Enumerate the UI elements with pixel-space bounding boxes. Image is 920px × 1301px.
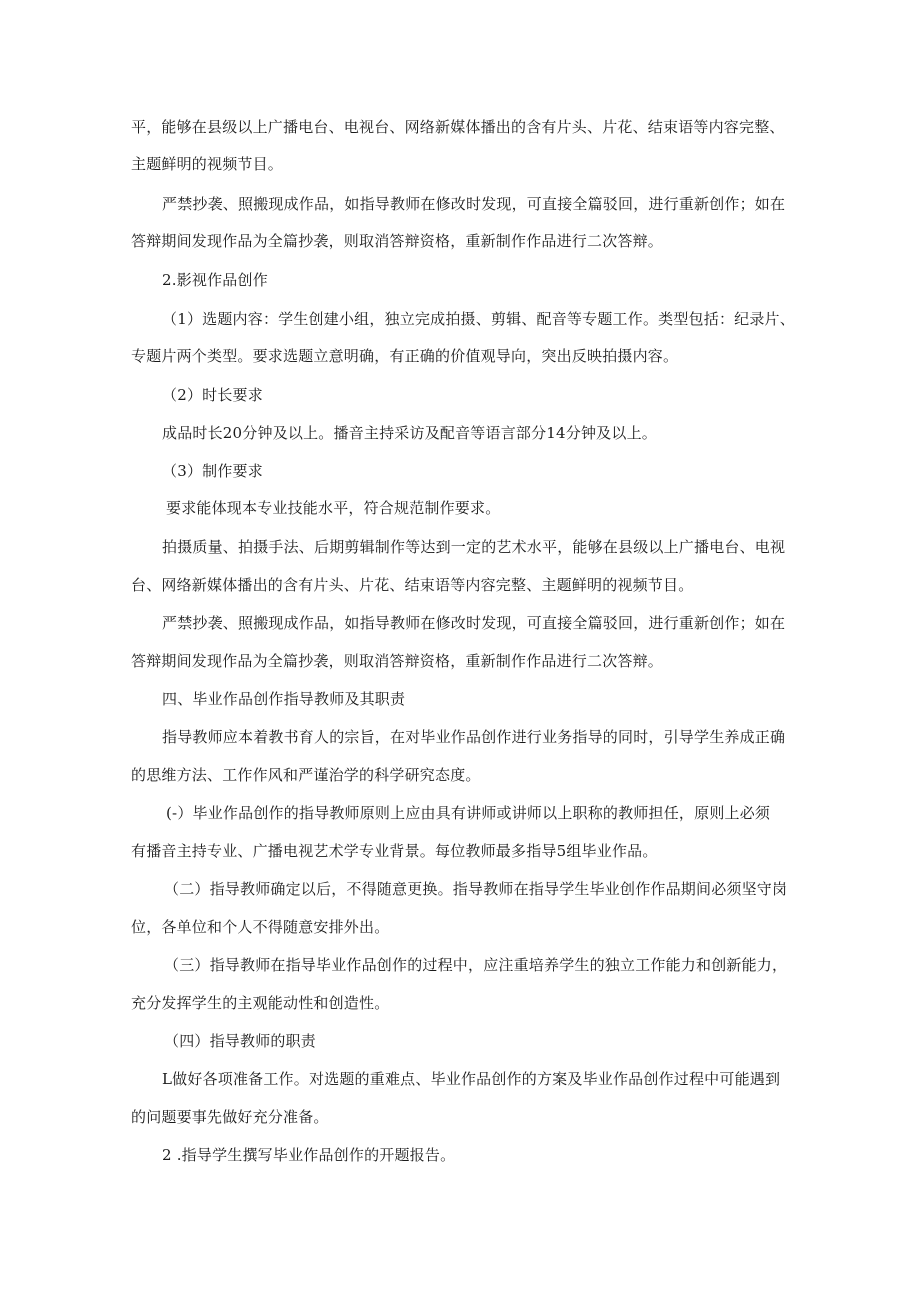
document-page: 平，能够在县级以上广播电台、电视台、网络新媒体播出的含有片头、片花、结束语等内容完整、 主题鲜明的视频节目。 严禁抄袭、照搬现成作品，如指导教师在修改时发现，可直接全篇驳回，进行重新创作；如在 答辩期间发现作品为全篇抄袭，则取消答辩资格，重新制作作品进行二次答辩。 2.影视作品创作 （1）选题内容：学生创建小组，独立完成拍摄、剪辑、配音等专题工作。类型包括：纪录片、 专题片两个类型。要求选题立意明确，有正确的价值观导向，突出反映拍摄内容。 （2）时长要求 成品时长20分钟及以上。播音主持采访及配音等语言部分14分钟及以上。 （3）制作要求 要求能体现本专业技能水平，符合规范制作要求。 拍摄质量、拍摄手法、后期剪辑制作等达到一定的艺术水平，能够在县级以上广播电台、电视 台、网络新媒体播出的含有片头、片花、结束语等内容完整、主题鲜明的视频节目。 严禁抄袭、照搬现成作品，如指导教师在修改时发现，可直接全篇驳回，进行重新创作；如在 答辩期间发现作品为全篇抄袭，则取消答辩资格，重新制作作品进行二次答辩。 四、毕业作品创作指导教师及其职责 指导教师应本着教书育人的宗旨，在对毕业作品创作进行业务指导的同时，引导学生养成正确 的思维方法、工作作风和严谨治学的科学研究态度。 (-）毕业作品创作的指导教师原则上应由具有讲师或讲师以上职称的教师担任，原则上必须 有播音主持专业、广播电视艺术学专业背景。每位教师最多指导5组毕业作品。 （二）指导教师确定以后，不得随意更换。指导教师在指导学生毕业创作作品期间必须坚守岗 位，各单位和个人不得随意安排外出。 （三）指导教师在指导毕业作品创作的过程中，应注重培养学生的独立工作能力和创新能力， 充分发挥学生的主观能动性和创造性。 （四）指导教师的职责 L做好各项准备工作。对选题的重难点、毕业作品创作的方案及毕业作品创作过程中可能遇到 的问题要事先做好充分准备。 2 .指导学生撰写毕业作品创作的开题报告。 [131, 118, 795, 1164]
